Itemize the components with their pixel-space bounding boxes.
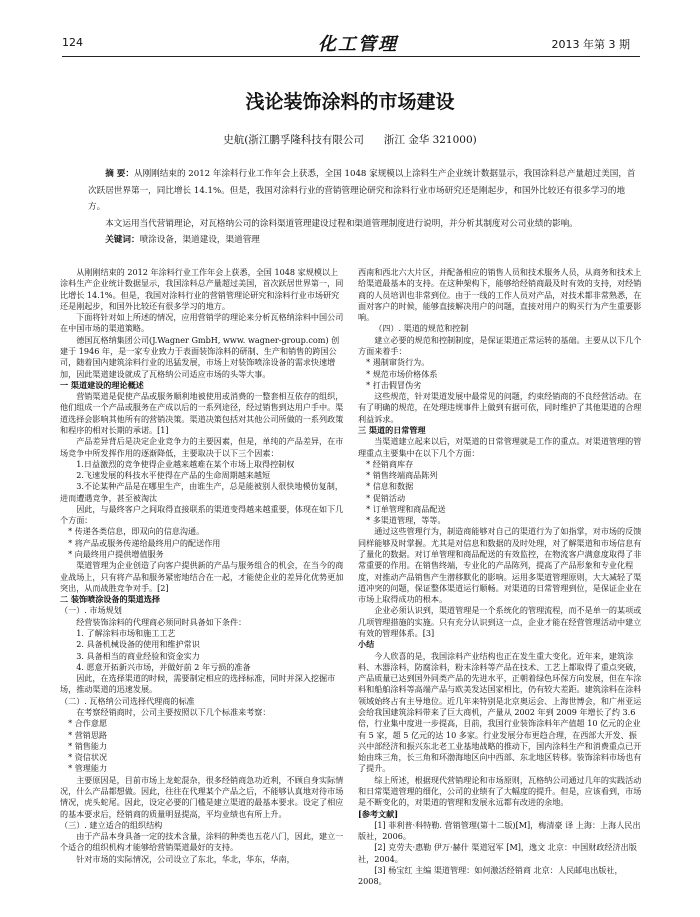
body-paragraph: 3.不论某种产品是在哪里生产，由谁生产，总是能被别人很快地模仿复制，进而遭遇竞争，甚至被淘汰 bbox=[60, 481, 343, 503]
body-paragraph: 建立必要的规范和控制制度，是保证渠道正常运转的基础。主要从以下几个方面来着手： bbox=[358, 334, 642, 356]
abstract-label: 摘 要： bbox=[105, 169, 134, 179]
body-paragraph: * 合作意愿 bbox=[68, 718, 108, 729]
body-paragraph: 由于产品本身具备一定的技术含量，涂料的种类也五花八门，因此，建立一个适合的组织机构才能够给营销渠道最好的支持。 bbox=[60, 831, 344, 853]
body-paragraph: 因此，在选择渠道的时候，需要制定相应的选择标准，同时并深入挖掘市场，推动渠道的迅速发展。 bbox=[60, 673, 336, 695]
issue-label: 2013 年第 3 期 bbox=[551, 38, 630, 51]
abstract-para-2: 本文运用当代营销理论，对瓦格纳公司的涂料渠道管理建设过程和渠道管理制度进行说明，并分析其制度对公司业绩的影响。 bbox=[105, 218, 578, 229]
body-paragraph: 经营装饰涂料的代理商必须同时具备如下条件： bbox=[76, 616, 247, 627]
keywords bbox=[88, 232, 636, 249]
section-heading: 小结 bbox=[358, 639, 375, 650]
body-paragraph: 这些规范，针对渠道发展中最常见的问题，约束经销商的不良经营活动。在有了明确的规范，在处理违规事件上做到有据可依，同时维护了其他渠道的合理利益诉求。 bbox=[358, 391, 642, 424]
abstract bbox=[88, 166, 636, 249]
body-paragraph: * 向最终用户提供增值服务 bbox=[68, 549, 164, 560]
left-column bbox=[60, 267, 346, 865]
author-name: 史航(浙江鹏孚隆科技有限公司 bbox=[223, 134, 364, 146]
header-rule bbox=[62, 56, 640, 57]
author-line bbox=[0, 132, 700, 147]
body-paragraph: [2] 克劳夫·惠勒 伊万·赫什 渠道冠军 [M]，逸文 北京：中国财政经济出版社，2004。 bbox=[358, 842, 637, 864]
body-paragraph: （三）. 建立适合的组织结构 bbox=[60, 819, 163, 830]
body-paragraph: 2.飞速发展的科技水平使得在产品的生命周期越来越短 bbox=[76, 470, 271, 481]
body-paragraph: 3. 具备相当的商业经验和资金实力 bbox=[76, 650, 200, 661]
section-heading: [参考文献] bbox=[358, 808, 399, 819]
body-paragraph: 营销渠道是促使产品或服务顺利地被使用或消费的一整套相互依存的组织，他们组成一个产品或服务在产成以后的一系列途径，经过销售到达用户手中。渠道选择会影响其他所有的营销决策。渠道决策包括对其他公司所做的一系列政策和程序的相对长期的承诺。[1] bbox=[60, 391, 344, 435]
author-location: 浙江 金华 321000) bbox=[383, 134, 477, 146]
abstract-text: 从刚刚结束的 2012 年涂料行业工作年会上获悉，全国 1048 家规模以上涂料生产企业统计数据显示，我国涂料总产量超过美国，首次跃居世界第一，同比增长 14.1%。但是，我国对涂料行业的营销管理论研究和涂料行业市场研究还是刚起步，和国外比较还有很多学习的地方。 bbox=[88, 169, 636, 212]
body-paragraph: * 销售能力 bbox=[68, 740, 108, 751]
body-paragraph: （二）. 瓦格纳公司选择代理商的标准 bbox=[60, 695, 195, 706]
body-paragraph: * 信息和数据 bbox=[366, 481, 414, 492]
body-paragraph: 因此，与最终客户之间取得直接联系的渠道变得越来越重要，体现在如下几个方面： bbox=[60, 503, 344, 526]
section-heading: 一 渠道建设的理论概述 bbox=[60, 379, 144, 390]
body-paragraph: [1] 菲利普·科特勒. 营销管理(第十二版)[M]，梅清豪 译 上海：上海人民出版社，2006。 bbox=[358, 819, 641, 842]
body-paragraph: 产品差异背后是决定企业竞争力的主要因素，但是，单纯的产品差异，在市场竞争中所发挥作用的逐渐降低，主要取决于以下三个因素： bbox=[60, 436, 344, 458]
keywords-text: 喷涂设备，渠道建设，渠道管理 bbox=[139, 235, 260, 245]
body-paragraph: 今人欣喜的是，我国涂料产业结构也正在发生重大变化。近年来，建筑涂料、木器涂料，防腐涂料，粉末涂料等产品在技术、工艺上都取得了重点突破，产品质量已达到国外同类产品的先进水平，正朝着绿色环保方向发展，但在车涂料和船舶涂料等高端产品与欧美发达国家相比，仍有较大差距。建筑涂料在涂料领域始终占有主导地位。近几年来特别是北京奥运会、上海世博会，和广州亚运会给我国建筑涂料带来了巨大商机，产量从 2002 年到 2009 年增长了约 3.6 倍，行业集中度进一步提高，目前，我国行业装饰涂料年产值超 10 亿元的企业有 5 家，超 5 亿元的达 10 多家。行业发展分布更趋合理，在西部大开发、振兴中部经济和振兴东北老工业基地战略的推动下，国内涂料生产和消费重点已开始由珠三角，长三角和环渤海地区向中西部、东北地区转移。装饰涂料市场也有了提升。 bbox=[358, 650, 642, 774]
body-paragraph: * 经销商库存 bbox=[366, 458, 414, 469]
body-paragraph: * 营销思路 bbox=[68, 729, 108, 740]
body-paragraph: 1.日益激烈的竞争使得企业越来越难在某个市场上取得控制权 bbox=[76, 458, 295, 469]
body-paragraph: 从刚刚结束的 2012 年涂料行业工作年会上获悉，全国 1048 家规模以上涂料生产企业统计数据显示，我国涂料总产量超过美国，首次跃居世界第一，同比增长 14.1%。但是，我国对涂料行业的营销管理论研究和涂料行业市场研究还是刚起步，和国外比较还有很多学习的地方。 bbox=[60, 267, 344, 311]
abstract-para-1 bbox=[88, 166, 636, 216]
body-paragraph: * 资信状况 bbox=[68, 752, 108, 763]
body-paragraph: [3] 杨宝红 主编 渠道管理：如何激活经销商 北京：人民邮电出版社，2008。 bbox=[358, 864, 623, 887]
body-paragraph: 渠道管理为企业创造了向客户提供新的产品与服务组合的机会，在当今的商业战场上，只有将产品和服务紧密地结合在一起，才能使企业的差异化优势更加突出，从而战胜竞争对手。[2] bbox=[60, 560, 344, 593]
right-column bbox=[358, 267, 644, 887]
body-paragraph: 当渠道建立起来以后，对渠道的日常管理就是工作的重点。对渠道管理的管理重点主要集中在以下几个方面： bbox=[358, 436, 642, 458]
body-paragraph: * 传递各类信息，即双向的信息沟通。 bbox=[68, 526, 205, 537]
body-paragraph: * 规范市场价格体系 bbox=[366, 368, 438, 379]
section-heading: 三 渠道的日常管理 bbox=[358, 424, 426, 435]
article-title: 浅论装饰涂料的市场建设 bbox=[245, 91, 455, 113]
body-paragraph: 通过这些管理行为，制造商能够对自己的渠道行为了如指掌，对市场的反馈同样能够及时掌握。尤其是对信息和数据的及时处理，对了解渠道和市场信息有了量化的数据。对订单管理和商品配送的有效监控，在物流客户满意度取得了非常重要的作用。在销售终端，专业化的产品陈列，提高了产品形象和专业化程度，对推动产品销售产生潜移默化的影响。运用多渠道管理原则，大大减轻了渠道冲突的问题，保证整体渠道运行顺畅。对渠道的日常管理到位，是保证企业在市场上取得成功的根本。 bbox=[358, 526, 642, 605]
section-heading: 二 装饰喷涂设备的渠道选择 bbox=[60, 594, 160, 605]
body-paragraph: 在考察经销商时，公司主要按照以下几个标准来考察： bbox=[76, 706, 271, 717]
body-paragraph: 主要原因是，目前市场上龙蛇混杂，很多经销商急功近利，不顾自身实际情况，什么产品都想做。因此，往往在代理某个产品之后，不能够认真地对待市场情况，虎头蛇尾。因此，设定必要的门槛是建立渠道的最基本要求。设定了相应的基本要求后，经销商的质量明显提高，平均业绩也有所上升。 bbox=[60, 774, 344, 819]
body-paragraph: 4. 愿意开拓新兴市场，并做好前 2 年亏损的准备 bbox=[76, 661, 251, 672]
keywords-label: 关键词： bbox=[105, 235, 140, 245]
body-paragraph: 德国瓦格纳集团公司(J.Wagner GmbH, www. wagner-group.com) 创建于 1946 年，是一家专业致力于表面装饰涂料的研制、生产和销售的跨国公司，随着国内建筑涂料行业的迅猛发展，市场上对装饰喷涂设备的需求快速增加，因此渠道建设就成了瓦格纳公司适应市场的头等大事。 bbox=[60, 334, 340, 379]
body-paragraph: * 管理能力 bbox=[68, 763, 108, 774]
body-paragraph: 2. 具备机械设备的使用和维护常识 bbox=[76, 639, 200, 650]
body-paragraph: 综上所述，根据现代营销理论和市场原则，瓦格纳公司通过几年的实践活动和日常渠道管理的细化，公司的业绩有了大幅度的提升。但是，应该看到，市场是不断变化的，对渠道的管理和发展永远都有改进的余地。 bbox=[358, 774, 642, 808]
page-number: 124 bbox=[62, 36, 83, 49]
body-paragraph: （四）. 渠道的规范和控制 bbox=[374, 323, 469, 334]
body-paragraph: * 销售终端商品陈列 bbox=[366, 470, 438, 481]
body-paragraph: 西南和西北六大片区，并配备相应的销售人员和技术服务人员，从商务和技术上给渠道最基本的支持。在这种架构下，能够给经销商最及时有效的支持，对经销商的人员培训也非常到位。由于一线的工作人员对产品，对技术都非常熟悉，在面对客户的时候，能够直接解决用户的问题，直接对用户的购买行为产生重要影响。 bbox=[358, 267, 642, 323]
journal-title: 化工管理 bbox=[318, 34, 398, 55]
body-paragraph: * 将产品或服务传递给最终用户的配送作用 bbox=[68, 537, 221, 548]
body-paragraph: * 促销活动 bbox=[366, 492, 406, 503]
page-header bbox=[0, 0, 700, 56]
body-paragraph: 针对市场的实际情况，公司设立了东北，华北，华东，华南， bbox=[76, 853, 295, 864]
body-paragraph: 1. 了解涂料市场和施工工艺 bbox=[76, 628, 176, 638]
body-paragraph: * 遏制窜货行为。 bbox=[366, 357, 430, 368]
body-paragraph: * 打击假冒伪劣 bbox=[366, 379, 422, 390]
body-paragraph: 企业必须认识到，渠道管理是一个系统化的管理流程，而不是单一的某项或几项管理措施的实施。只有充分认识到这一点，企业才能在经营管理活动中建立有效的管理体系。[3] bbox=[358, 605, 642, 638]
body-paragraph: （一）. 市场规划 bbox=[60, 605, 122, 616]
body-paragraph: * 订单管理和商品配送 bbox=[366, 503, 446, 514]
body-paragraph: 下面将针对如上所述的情况，应用营销学的理论来分析瓦格纳涂料中国公司在中国市场的渠道策略。 bbox=[60, 312, 344, 334]
body-paragraph: * 多渠道管理，等等。 bbox=[366, 515, 446, 526]
